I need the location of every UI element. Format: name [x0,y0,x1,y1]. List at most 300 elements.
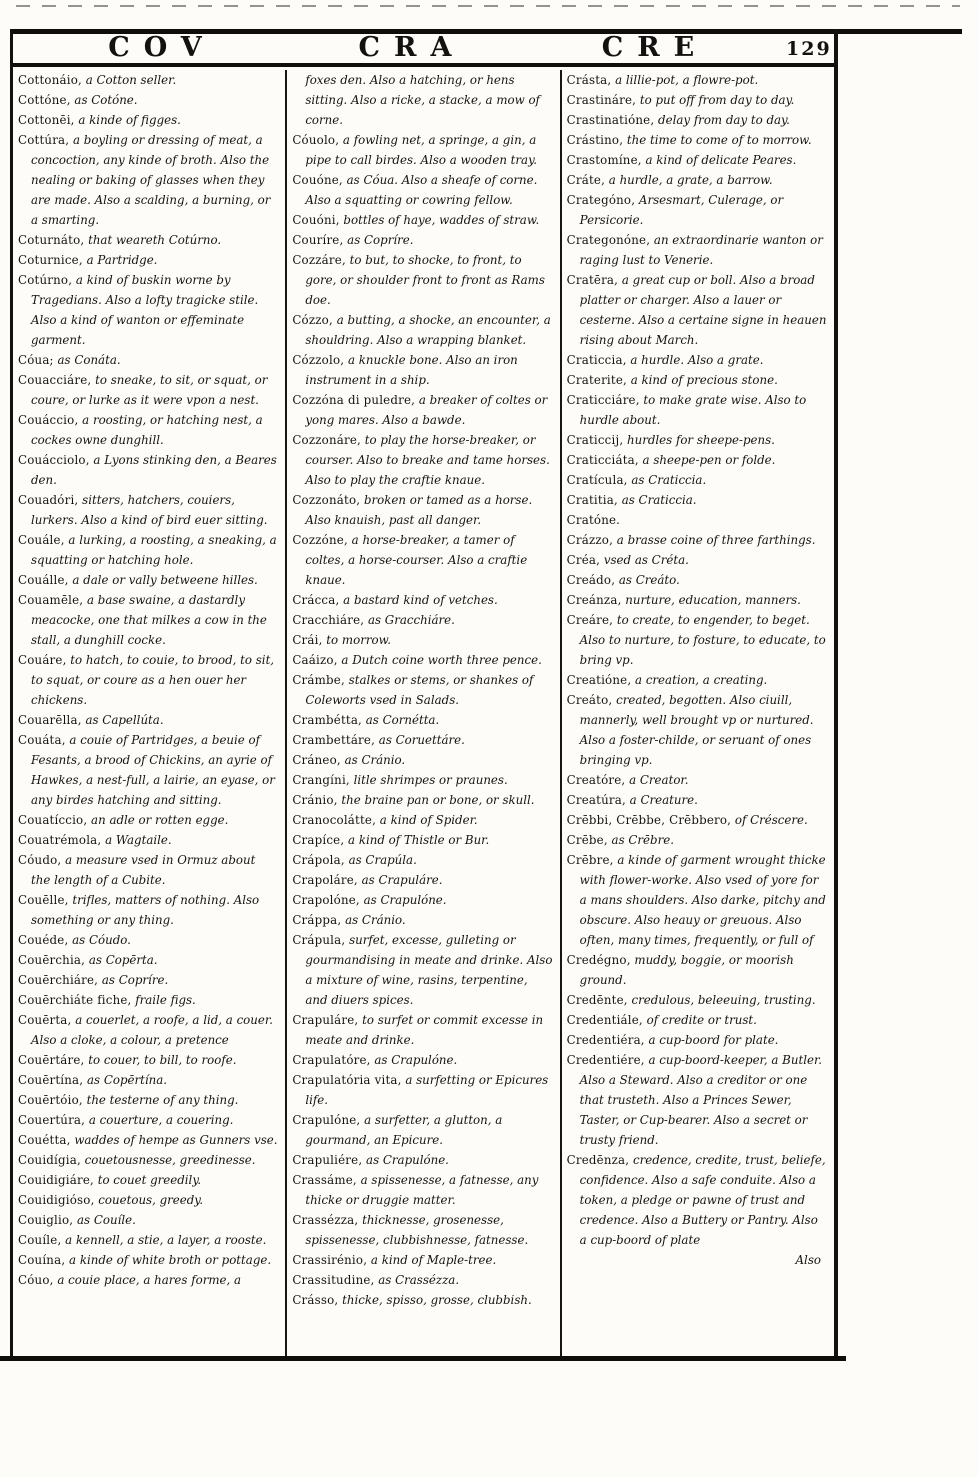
entry-headword: Couidigióso, [18,1193,95,1207]
entry-definition: an adle or rotten egge. [87,813,229,827]
entry-headword: Couácciolo, [18,453,90,467]
entry-definition: a surfetting or Epicures life. [305,1073,549,1107]
entry-headword: Couóni, [292,213,340,227]
entry-headword: Crēbre, [566,853,614,867]
entry-definition: the braine pan or bone, or skull. [337,793,535,807]
entry-definition: a butting, a shocke, an encounter, a shouldring. Also a wrapping blanket. [305,313,551,347]
entry-definition: a Lyons stinking den, a Beares den. [31,453,277,487]
entry-headword: Couidigiáre, [18,1173,94,1187]
entry-definition: a sheepe-pen or folde. [638,453,776,467]
entry-headword: Cránio, [292,793,338,807]
entry-definition: a Wagtaile. [101,833,172,847]
entry-definition: to surfet or commit excesse in meate and drinke. [305,1013,544,1047]
dictionary-entry [292,910,552,930]
entry-definition: a knuckle bone. Also an iron instrument in a ship. [305,353,518,387]
page-number: 129 [786,38,832,60]
entry-headword: Cracchiáre, [292,613,365,627]
dictionary-entry [567,430,827,450]
entry-definition: a kind of buskin worne by Tragedians. Also a lofty tragicke stile. Also a kind of wanton or effeminate garment. [31,273,259,347]
entry-definition: to play the horse-breaker, or courser. Also to breake and tame horses. Also to play the craftie knaue. [305,433,550,487]
entry-definition: vsed as Créta. [600,553,689,567]
dictionary-entry [292,670,552,710]
entry-definition: foxes den. Also a hatching, or hens sitting. Also a ricke, a stacke, a mow of corne. [305,73,540,127]
dictionary-entry [18,110,278,130]
dictionary-entry [567,1030,827,1050]
dictionary-entry [292,870,552,890]
entry-definition: broken or tamed as a horse. Also knauish, past all danger. [305,493,533,527]
dictionary-entry [292,70,552,130]
entry-definition: a kinde of garment wrought thicke with flower-worke. Also vsed of yore for a mans shoulders. Also darke, pitchy and obscure. Also heauy or greuous. Also often, many times, frequently, or full of [579,853,826,947]
entry-definition: as Crēbre. [607,833,674,847]
entry-headword: Coturnáto, [18,233,85,247]
entry-headword: Cráppa, [292,913,342,927]
entry-definition: a kind of delicate Peares. [641,153,797,167]
entry-headword: Credentiére, [566,1053,645,1067]
dictionary-entry [292,350,552,390]
dictionary-entry [292,1250,552,1270]
entry-definition: a kinde of white broth or pottage. [65,1253,272,1267]
entry-definition: to couet greedily. [93,1173,202,1187]
entry-headword: Crapolóne, [292,893,360,907]
entry-headword: Craticciáta, [566,453,639,467]
entry-definition: a cup-boord-keeper, a Butler. Also a Steward. Also a creditor or one that trusteth. Also a Princes Sewer, Taster, or Cup-bearer. Also a secret or trusty friend. [579,1053,823,1147]
dictionary-entry [18,90,278,110]
dictionary-entry [292,750,552,770]
dictionary-entry [18,350,278,370]
entry-definition: a Dutch coine worth three pence. [337,653,542,667]
entry-headword: Cózzolo, [292,353,345,367]
dictionary-entry [567,450,827,470]
entry-headword: Crapulatória vita, [292,1073,402,1087]
dictionary-entry [567,830,827,850]
entry-definition: a Creator. [625,773,689,787]
entry-definition: as Crapúla. [344,853,417,867]
entry-headword: Cóudo, [18,853,62,867]
entry-definition: as Crapulóne. [370,1053,458,1067]
entry-headword: Couále, [18,533,65,547]
entry-definition: credulous, beleeuing, trusting. [627,993,816,1007]
entry-definition: a kind of Thistle or Bur. [344,833,490,847]
dictionary-entry [18,1270,278,1290]
dictionary-entry [567,810,827,830]
dictionary-entry [292,1010,552,1050]
dictionary-entry [292,1070,552,1110]
entry-definition: of credite or trust. [642,1013,757,1027]
dictionary-entry [18,1210,278,1230]
dictionary-entry [292,1210,552,1250]
entry-headword: Crápola, [292,853,345,867]
entry-definition: a fowling net, a springe, a gin, a pipe to call birdes. Also a wooden tray. [305,133,537,167]
dictionary-entry [567,850,827,950]
dictionary-entry [18,950,278,970]
entry-headword: Creatúra, [566,793,626,807]
dictionary-entry [567,950,827,990]
dictionary-entry [292,1270,552,1290]
entry-headword: Creádo, [566,573,616,587]
entry-definition: a kind of Spider. [376,813,478,827]
entry-definition: to sneake, to sit, or squat, or coure, or lurke as it were vpon a nest. [31,373,268,407]
dictionary-entry [18,930,278,950]
entry-definition: a lillie-pot, a flowre-pot. [611,73,759,87]
entry-definition: a couie place, a hares forme, a [53,1273,242,1287]
dictionary-entry [292,1110,552,1150]
entry-headword: Crategonóne, [566,233,651,247]
page-top-edge-line [16,5,960,7]
dictionary-entry [292,1050,552,1070]
entry-headword: Crēbe, [566,833,608,847]
dictionary-entry [18,1170,278,1190]
entry-headword: Caáizo, [292,653,338,667]
dictionary-entry [567,590,827,610]
entry-headword: Cottonáio, [18,73,82,87]
entry-definition: to hatch, to couie, to brood, to sit, to squat, or coure as a hen ouer her chickens. [31,653,275,707]
entry-headword: Creáto, [566,693,613,707]
entry-headword: Creatóre, [566,773,626,787]
entry-definition: as Copērta. [85,953,158,967]
dictionary-entry [18,1130,278,1150]
entry-headword: Couríre, [292,233,344,247]
dictionary-entry [567,350,827,370]
entry-definition: an extraordinarie wanton or raging lust to Venerie. [579,233,823,267]
entry-definition: a boyling or dressing of meat, a concoction, any kinde of broth. Also the nealing or baking of glasses when they are made. Also a scalding, a burning, or a smarting. [31,133,271,227]
dictionary-entry [567,550,827,570]
entry-definition: to but, to shocke, to front, to gore, or shoulder front to front as Rams doe. [305,253,545,307]
entry-headword: Craterite, [566,373,627,387]
entry-headword: Couamēle, [18,593,84,607]
dictionary-entry [18,1090,278,1110]
dictionary-entry [18,530,278,570]
entry-headword: Couacciáre, [18,373,92,387]
entry-headword: Crapulatóre, [292,1053,371,1067]
entry-headword: Crēbbi, Crēbbe, Crēbbero, [566,813,732,827]
entry-headword: Couatrémola, [18,833,102,847]
dictionary-entry [18,990,278,1010]
frame-right-border [834,29,838,1361]
entry-definition: as Creáto. [615,573,680,587]
entry-headword: Couēlle, [18,893,69,907]
dictionary-entry [567,1010,827,1030]
entry-headword: Crázzo, [566,533,614,547]
entry-headword: Couéde, [18,933,69,947]
entry-headword: Couétta, [18,1133,71,1147]
page-header [0,32,978,62]
dictionary-entry [18,250,278,270]
entry-definition: trifles, matters of nothing. Also something or any thing. [31,893,260,927]
column-2 [287,70,559,1356]
entry-headword: Cottúra, [18,133,70,147]
entry-headword: Crásso, [292,1293,339,1307]
entry-definition: Arsesmart, Culerage, or Persicorie. [579,193,784,227]
entry-headword: Credentiéra, [566,1033,645,1047]
entry-headword: Cratícula, [566,473,628,487]
dictionary-entry [18,810,278,830]
entry-headword: Cottóne, [18,93,71,107]
entry-definition: as Crapulóne. [362,1153,449,1167]
entry-definition: a kinde of figges. [74,113,181,127]
dictionary-entry [567,770,827,790]
entry-headword: Cottonēi, [18,113,75,127]
entry-definition: as Coruettáre. [375,733,465,747]
dictionary-entry [292,170,552,210]
entry-definition: of Créscere. [731,813,808,827]
dictionary-entry [18,410,278,450]
dictionary-entry [18,970,278,990]
entry-definition: as Cotóne. [70,93,138,107]
dictionary-entry [292,810,552,830]
entry-headword: Cratēra, [566,273,619,287]
dictionary-entry [567,90,827,110]
dictionary-entry [292,850,552,870]
entry-headword: Cóua; [18,353,54,367]
running-title-cov: COV [108,32,216,63]
dictionary-entry [18,730,278,810]
dictionary-entry [18,850,278,890]
entry-headword: Couērtóio, [18,1093,83,1107]
entry-headword: Crapuláre, [292,1013,359,1027]
dictionary-entry [292,530,552,590]
entry-headword: Cóuo, [18,1273,54,1287]
entry-headword: Crassitudine, [292,1273,375,1287]
entry-definition: as Copríre. [98,973,169,987]
entry-definition: a great cup or boll. Also a broad platter or charger. Also a lauer or cesterne. Also a certaine signe in heauen rising about March. [579,273,827,347]
dictionary-entry [292,650,552,670]
entry-headword: Coturnice, [18,253,83,267]
entry-headword: Couóne, [292,173,343,187]
entry-definition: as Cránio. [341,913,406,927]
dictionary-entry [292,1170,552,1210]
entry-definition: as Capellúta. [81,713,164,727]
dictionary-entry [567,990,827,1010]
column-1 [13,70,285,1356]
entry-headword: Couáta, [18,733,66,747]
entry-headword: Cozzáre, [292,253,346,267]
entry-definition: a couie of Partridges, a beuie of Fesants, a brood of Chickins, an ayrie of Hawkes, a nest-full, a lairie, an eyase, or any birdes hatching and sitting. [31,733,275,807]
dictionary-entry [567,70,827,90]
entry-headword: Creáre, [566,613,614,627]
entry-definition: as Gracchiáre. [364,613,455,627]
entry-definition: that weareth Cotúrno. [84,233,222,247]
entry-headword: Craticcia, [566,353,627,367]
entry-definition: bottles of haye, waddes of straw. [339,213,540,227]
entry-definition: couetousnesse, greedinesse. [80,1153,256,1167]
dictionary-entry [567,670,827,690]
entry-definition: as Copērtína. [83,1073,168,1087]
entry-definition: to couer, to bill, to roofe. [84,1053,237,1067]
dictionary-entry [292,770,552,790]
dictionary-entry [292,730,552,750]
dictionary-entry [292,310,552,350]
entry-definition: thicknesse, grosenesse, spissenesse, clubbishnesse, fatnesse. [305,1213,529,1247]
dictionary-entry [567,790,827,810]
dictionary-entry [567,170,827,190]
entry-headword: Crambétta, [292,713,363,727]
entry-headword: Craticcij, [566,433,624,447]
dictionary-entry [18,1190,278,1210]
entry-headword: Crassáme, [292,1173,357,1187]
bottom-rule [0,1356,846,1361]
entry-headword: Crassézza, [292,1213,359,1227]
dictionary-entry [567,510,827,530]
entry-headword: Crambettáre, [292,733,376,747]
entry-definition: as Cránio. [340,753,406,767]
entry-headword: Cozzonáto, [292,493,361,507]
entry-headword: Crácca, [292,593,340,607]
dictionary-entry [292,630,552,650]
entry-headword: Crámbe, [292,673,345,687]
entry-headword: Couarēlla, [18,713,82,727]
dictionary-entry [18,1110,278,1130]
dictionary-entry [292,490,552,530]
entry-definition: muddy, boggie, or moorish ground. [579,953,794,987]
dictionary-entry [18,570,278,590]
entry-headword: Cozzóna di puledre, [292,393,416,407]
entry-headword: Crápula, [292,933,346,947]
entry-headword: Crategóno, [566,193,636,207]
entry-definition: waddes of hempe as Gunners vse. [70,1133,278,1147]
dictionary-entry [18,450,278,490]
entry-definition: a Partridge. [82,253,158,267]
entry-headword: Cráte, [566,173,606,187]
dictionary-entry [567,390,827,430]
entry-headword: Couērtína, [18,1073,84,1087]
dictionary-entry [292,390,552,430]
entry-definition: to make grate wise. Also to hurdle about. [579,393,807,427]
entry-headword: Crái, [292,633,323,647]
entry-headword: Crásta, [566,73,612,87]
entry-headword: Couērchiáre, [18,973,99,987]
entry-definition: a kind of precious stone. [626,373,778,387]
entry-headword: Couadóri, [18,493,79,507]
entry-headword: Couáccio, [18,413,79,427]
entry-definition: as Craticcia. [627,473,707,487]
entry-headword: Crapuliére, [292,1153,363,1167]
entry-definition: sitters, hatchers, couiers, lurkers. Also a kind of bird euer sitting. [31,493,268,527]
dictionary-entry [18,370,278,410]
dictionary-entry [567,470,827,490]
entry-headword: Cratóne. [566,513,621,527]
dictionary-entry [567,690,827,770]
entry-headword: Crangíni, [292,773,350,787]
dictionary-entry [567,150,827,170]
dictionary-entry [567,1150,827,1250]
entry-headword: Cratitia, [566,493,618,507]
entry-headword: Cóuolo, [292,133,340,147]
dictionary-entry [18,1230,278,1250]
entry-definition: thicke, spisso, grosse, clubbish. [338,1293,532,1307]
entry-definition: the time to come of to morrow. [623,133,812,147]
entry-headword: Couērchiáte fiche, [18,993,132,1007]
running-title-cra: CRA [358,32,466,63]
dictionary-entry [18,650,278,710]
entry-definition: to morrow. [322,633,392,647]
entry-headword: Couiglio, [18,1213,74,1227]
dictionary-entry [567,490,827,510]
column-3 [562,70,834,1356]
dictionary-entry [292,610,552,630]
dictionary-entry [567,1050,827,1150]
entry-headword: Couertúra, [18,1113,86,1127]
dictionary-entry [292,790,552,810]
dictionary-entry [18,1150,278,1170]
dictionary-entry [567,130,827,150]
header-rule [12,63,838,67]
entry-definition: a Creature. [625,793,698,807]
entry-headword: Couáre, [18,653,67,667]
entry-definition: a breaker of coltes or yong mares. Also a bawde. [305,393,548,427]
dictionary-entry [567,110,827,130]
entry-headword: Crapulóne, [292,1113,361,1127]
dictionary-entry [292,210,552,230]
entry-definition: a couerture, a couering. [85,1113,234,1127]
entry-definition: surfet, excesse, gulleting or gourmandising in meate and drinke. Also a mixture of wine, rasins, terpentine, and diuers spices. [305,933,553,1007]
entry-definition: as Crapuláre. [357,873,443,887]
dictionary-entry [567,570,827,590]
dictionary-entry [567,610,827,670]
entry-headword: Cózzo, [292,313,333,327]
dictionary-entry [18,270,278,350]
entry-headword: Crástino, [566,133,624,147]
entry-definition: as Copríre. [343,233,414,247]
entry-headword: Crassirénio, [292,1253,368,1267]
dictionary-entry [18,1070,278,1090]
entry-headword: Craticciáre, [566,393,640,407]
dictionary-entry [567,190,827,230]
entry-headword: Crastináre, [566,93,637,107]
dictionary-entry [18,890,278,930]
entry-headword: Crastinatióne, [566,113,655,127]
entry-definition: couetous, greedy. [94,1193,204,1207]
running-title-cre: CRE [601,32,709,63]
entry-headword: Couērta, [18,1013,72,1027]
entry-definition: litle shrimpes or praunes. [349,773,508,787]
dictionary-entry [292,890,552,910]
entry-definition: hurdles for sheepe-pens. [623,433,775,447]
entry-definition: as Crapulóne. [359,893,447,907]
dictionary-entry [292,250,552,310]
dictionary-entry [292,710,552,730]
entry-definition: a lurking, a roosting, a sneaking, a squatting or hatching hole. [31,533,277,567]
entry-definition: a surfetter, a glutton, a gourmand, an Epicure. [305,1113,503,1147]
entry-headword: Couatíccio, [18,813,88,827]
dictionary-entry [18,130,278,230]
entry-definition: as Crassézza. [374,1273,460,1287]
dictionary-entry [292,230,552,250]
dictionary-entry [292,1290,552,1310]
entry-headword: Crastomíne, [566,153,642,167]
entry-definition: as Craticcia. [617,493,697,507]
entry-headword: Creatióne, [566,673,632,687]
dictionary-entry [567,370,827,390]
entry-headword: Couína, [18,1253,66,1267]
entry-definition: a spissenesse, a fatnesse, any thicke or druggie matter. [305,1173,539,1207]
entry-definition: a kennell, a stie, a layer, a rooste. [61,1233,267,1247]
entry-headword: Credentiále, [566,1013,643,1027]
entry-definition: to create, to engender, to beget. Also to nurture, to fosture, to educate, to bring vp. [579,613,826,667]
entry-definition: a horse-breaker, a tamer of coltes, a horse-courser. Also a craftie knaue. [305,533,528,587]
dictionary-entry [292,590,552,610]
entry-definition: a hurdle. Also a grate. [626,353,764,367]
entry-headword: Créa, [566,553,601,567]
entry-headword: Couíle, [18,1233,62,1247]
entry-definition: a bastard kind of vetches. [339,593,498,607]
entry-definition: as Cóua. Also a sheafe of corne. Also a squatting or cowring fellow. [305,173,538,207]
dictionary-entry [567,270,827,350]
entry-definition: a roosting, or hatching nest, a cockes owne dunghill. [31,413,263,447]
dictionary-entry [567,530,827,550]
entry-definition: as Cóudo. [68,933,131,947]
entry-definition: a kind of Maple-tree. [367,1253,497,1267]
entry-headword: Cráneo, [292,753,341,767]
